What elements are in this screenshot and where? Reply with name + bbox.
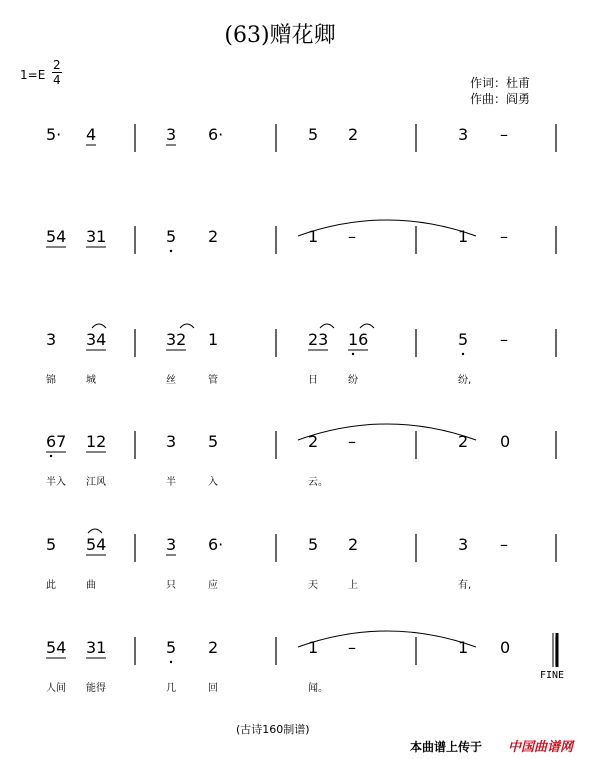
fine-mark: FINE	[540, 670, 565, 681]
note: 3	[458, 125, 469, 144]
note: –	[348, 638, 356, 657]
note: 2	[208, 638, 219, 657]
lyric: 半	[166, 477, 176, 488]
lyric: 丝	[166, 375, 176, 386]
phrase-slur	[360, 324, 374, 328]
phrase-slur	[180, 324, 194, 328]
lyric: 日	[308, 375, 318, 386]
note: 2	[348, 125, 359, 144]
note: 2	[208, 227, 219, 246]
note: –	[500, 535, 508, 554]
note: 31	[86, 638, 107, 657]
lyric: 此	[46, 580, 56, 591]
note: 1	[308, 227, 319, 246]
note: 1	[208, 330, 219, 349]
score-title: (63)赠花卿	[224, 23, 336, 48]
lyric: 只	[166, 580, 176, 591]
note: –	[500, 227, 508, 246]
low-octave-dot	[170, 250, 172, 252]
lyric: 云。	[308, 477, 328, 488]
note: 5·	[46, 125, 62, 144]
note: 2	[348, 535, 359, 554]
note: 5	[308, 125, 319, 144]
arrangement-note: (古诗160制谱)	[236, 723, 310, 736]
note: 5	[166, 638, 177, 657]
low-octave-dot	[352, 353, 354, 355]
note: 6·	[208, 125, 224, 144]
note: 3	[166, 125, 177, 144]
note: 3	[458, 535, 469, 554]
tie-slur	[298, 631, 476, 647]
key-signature: 1=E	[20, 68, 46, 82]
note: 32	[166, 330, 187, 349]
note: 3	[166, 535, 177, 554]
lyric: 天	[308, 580, 318, 591]
tie-slur	[298, 424, 476, 440]
note: 54	[46, 227, 67, 246]
note: 54	[46, 638, 67, 657]
note: 3	[46, 330, 57, 349]
lyric: 上	[348, 580, 358, 591]
note: –	[348, 432, 356, 451]
lyric: 纷,	[458, 375, 472, 386]
lyric: 人间	[46, 683, 66, 694]
note: 67	[46, 432, 67, 451]
note: –	[348, 227, 356, 246]
lyric: 半入	[46, 477, 66, 488]
lyricist-credit: 作词：杜甫	[470, 76, 531, 90]
note: 1	[308, 638, 319, 657]
note: 6·	[208, 535, 224, 554]
lyric: 纷	[348, 375, 358, 386]
lyric: 回	[208, 683, 218, 694]
note: 12	[86, 432, 107, 451]
tie-slur	[298, 220, 476, 236]
phrase-slur	[88, 529, 102, 533]
note: 2	[308, 432, 319, 451]
low-octave-dot	[50, 455, 52, 457]
note: 34	[86, 330, 107, 349]
note: 5	[46, 535, 57, 554]
composer-credit: 作曲：阎勇	[470, 92, 531, 106]
time-signature-bottom: 4	[53, 73, 61, 87]
site-logo[interactable]: 中国曲谱网	[508, 740, 574, 755]
note: 4	[86, 125, 97, 144]
note: 5	[308, 535, 319, 554]
low-octave-dot	[462, 353, 464, 355]
phrase-slur	[92, 324, 106, 328]
note: 0	[500, 432, 511, 451]
lyric: 管	[208, 375, 218, 386]
low-octave-dot	[170, 661, 172, 663]
note: 5	[166, 227, 177, 246]
lyric: 闻。	[308, 683, 328, 694]
lyric: 锦	[46, 375, 56, 386]
note: 0	[500, 638, 511, 657]
phrase-slur	[320, 324, 334, 328]
lyric: 能得	[86, 683, 106, 694]
lyric: 应	[208, 580, 218, 591]
lyric: 城	[86, 375, 96, 386]
lyric: 几	[166, 683, 176, 694]
note: 3	[166, 432, 177, 451]
note: 2	[458, 432, 469, 451]
upload-text: 本曲谱上传于	[410, 740, 483, 754]
note: 16	[348, 330, 369, 349]
note: 5	[208, 432, 219, 451]
lyric: 入	[208, 477, 218, 488]
lyric: 曲	[86, 580, 96, 591]
note: 54	[86, 535, 107, 554]
note: –	[500, 330, 508, 349]
lyric: 江风	[86, 477, 106, 488]
note: 1	[458, 227, 469, 246]
note: 5	[458, 330, 469, 349]
note: 23	[308, 330, 329, 349]
note: –	[500, 125, 508, 144]
note: 1	[458, 638, 469, 657]
lyric: 有,	[458, 580, 472, 591]
note: 31	[86, 227, 107, 246]
time-signature-top: 2	[53, 58, 61, 72]
